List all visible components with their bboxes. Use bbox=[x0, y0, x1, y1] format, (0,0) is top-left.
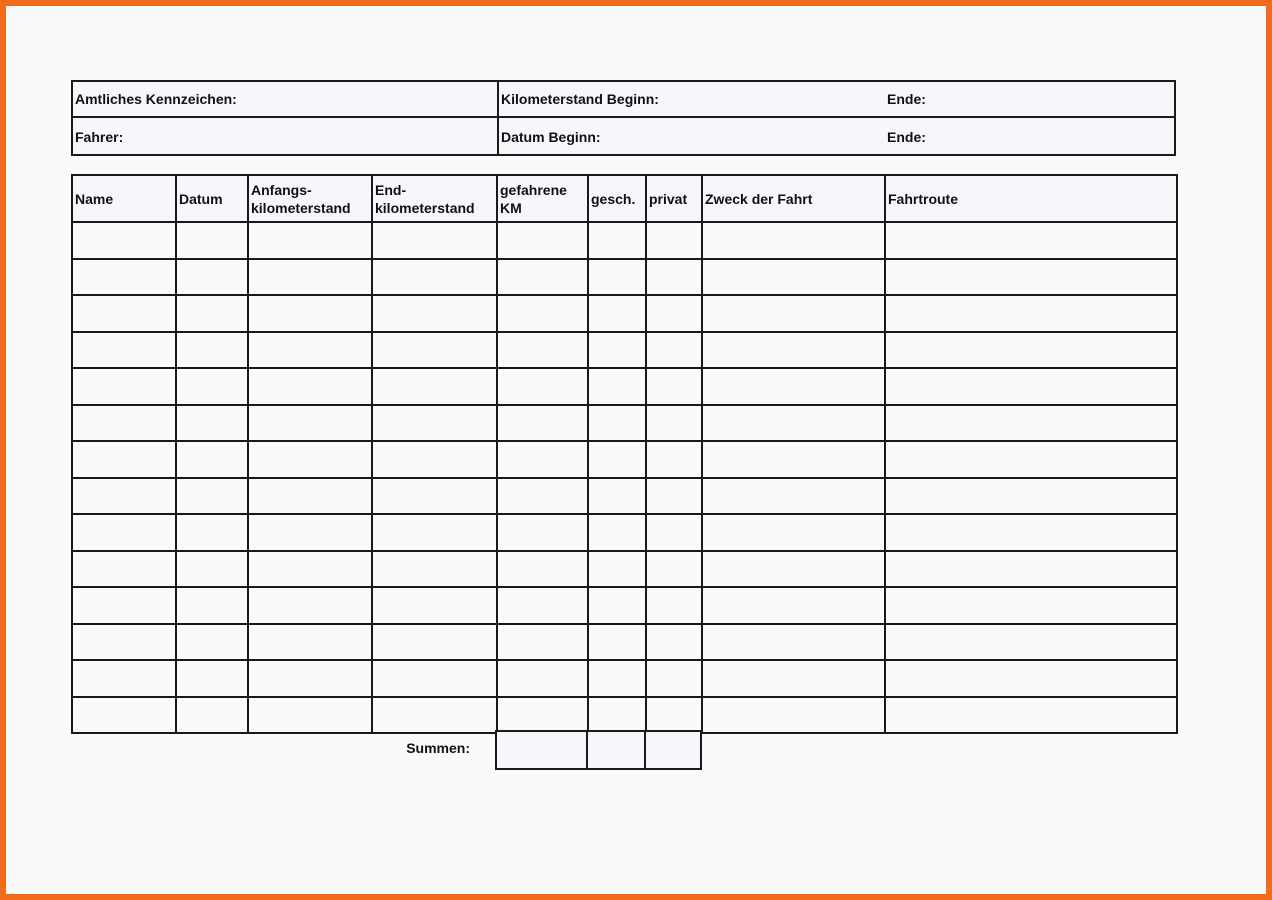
route-cell[interactable] bbox=[885, 295, 1177, 332]
route-cell[interactable] bbox=[885, 332, 1177, 369]
purpose-cell[interactable] bbox=[702, 222, 885, 259]
purpose-cell[interactable] bbox=[702, 368, 885, 405]
column-header-driven-km: gefahrene KM bbox=[497, 175, 588, 222]
name-cell[interactable] bbox=[72, 222, 176, 259]
business-cell[interactable] bbox=[588, 441, 646, 478]
driven-km-cell[interactable] bbox=[497, 624, 588, 661]
table-row bbox=[72, 295, 1177, 332]
business-cell[interactable] bbox=[588, 405, 646, 442]
column-header-purpose: Zweck der Fahrt bbox=[702, 175, 885, 222]
divider bbox=[73, 116, 1174, 118]
divider bbox=[497, 82, 499, 154]
table-row bbox=[72, 405, 1177, 442]
purpose-cell[interactable] bbox=[702, 587, 885, 624]
private-cell[interactable] bbox=[646, 624, 702, 661]
private-cell[interactable] bbox=[646, 478, 702, 515]
end-km-cell[interactable] bbox=[372, 222, 497, 259]
purpose-cell[interactable] bbox=[702, 478, 885, 515]
driven-km-cell[interactable] bbox=[497, 332, 588, 369]
column-header-date: Datum bbox=[176, 175, 248, 222]
business-cell[interactable] bbox=[588, 332, 646, 369]
name-cell[interactable] bbox=[72, 441, 176, 478]
purpose-cell[interactable] bbox=[702, 295, 885, 332]
private-cell[interactable] bbox=[646, 660, 702, 697]
route-cell[interactable] bbox=[885, 551, 1177, 588]
km-start-label: Kilometerstand Beginn: bbox=[501, 91, 659, 107]
name-cell[interactable] bbox=[72, 368, 176, 405]
date-cell[interactable] bbox=[176, 660, 248, 697]
private-cell[interactable] bbox=[646, 222, 702, 259]
start-km-cell[interactable] bbox=[248, 222, 372, 259]
route-cell[interactable] bbox=[885, 368, 1177, 405]
name-cell[interactable] bbox=[72, 332, 176, 369]
driven-km-cell[interactable] bbox=[497, 660, 588, 697]
start-km-cell[interactable] bbox=[248, 624, 372, 661]
start-km-cell[interactable] bbox=[248, 587, 372, 624]
trip-log-table bbox=[71, 174, 1178, 734]
business-cell[interactable] bbox=[588, 624, 646, 661]
business-cell[interactable] bbox=[588, 222, 646, 259]
route-cell[interactable] bbox=[885, 405, 1177, 442]
table-header-row bbox=[72, 175, 1177, 222]
end-km-cell[interactable] bbox=[372, 624, 497, 661]
column-header-business: gesch. bbox=[588, 175, 646, 222]
private-cell[interactable] bbox=[646, 259, 702, 296]
name-cell[interactable] bbox=[72, 478, 176, 515]
purpose-cell[interactable] bbox=[702, 697, 885, 734]
vehicle-info-box bbox=[71, 80, 1176, 156]
column-header-route: Fahrtroute bbox=[885, 175, 1177, 222]
date-cell[interactable] bbox=[176, 587, 248, 624]
date-cell[interactable] bbox=[176, 405, 248, 442]
date-cell[interactable] bbox=[176, 222, 248, 259]
table-row bbox=[72, 222, 1177, 259]
end-km-cell[interactable] bbox=[372, 514, 497, 551]
table-row bbox=[72, 514, 1177, 551]
end-km-cell[interactable] bbox=[372, 660, 497, 697]
end-km-cell[interactable] bbox=[372, 587, 497, 624]
purpose-cell[interactable] bbox=[702, 514, 885, 551]
plate-label: Amtliches Kennzeichen: bbox=[75, 91, 237, 107]
start-km-cell[interactable] bbox=[248, 478, 372, 515]
table-row bbox=[72, 368, 1177, 405]
driven-km-cell[interactable] bbox=[497, 478, 588, 515]
route-cell[interactable] bbox=[885, 624, 1177, 661]
date-cell[interactable] bbox=[176, 514, 248, 551]
table-row bbox=[72, 587, 1177, 624]
private-cell[interactable] bbox=[646, 405, 702, 442]
route-cell[interactable] bbox=[885, 514, 1177, 551]
private-cell[interactable] bbox=[646, 441, 702, 478]
end-km-cell[interactable] bbox=[372, 478, 497, 515]
total-business-cell[interactable] bbox=[587, 731, 645, 769]
table-row bbox=[72, 332, 1177, 369]
end-km-cell[interactable] bbox=[372, 259, 497, 296]
driven-km-cell[interactable] bbox=[497, 587, 588, 624]
table-row bbox=[72, 551, 1177, 588]
private-cell[interactable] bbox=[646, 587, 702, 624]
business-cell[interactable] bbox=[588, 295, 646, 332]
column-header-name: Name bbox=[72, 175, 176, 222]
name-cell[interactable] bbox=[72, 660, 176, 697]
end-km-cell[interactable] bbox=[372, 551, 497, 588]
name-cell[interactable] bbox=[72, 551, 176, 588]
business-cell[interactable] bbox=[588, 259, 646, 296]
start-km-cell[interactable] bbox=[248, 697, 372, 734]
purpose-cell[interactable] bbox=[702, 551, 885, 588]
business-cell[interactable] bbox=[588, 697, 646, 734]
start-km-cell[interactable] bbox=[248, 259, 372, 296]
business-cell[interactable] bbox=[588, 660, 646, 697]
business-cell[interactable] bbox=[588, 587, 646, 624]
date-cell[interactable] bbox=[176, 697, 248, 734]
route-cell[interactable] bbox=[885, 587, 1177, 624]
totals-row bbox=[495, 730, 702, 770]
name-cell[interactable] bbox=[72, 405, 176, 442]
private-cell[interactable] bbox=[646, 697, 702, 734]
date-cell[interactable] bbox=[176, 259, 248, 296]
date-cell[interactable] bbox=[176, 551, 248, 588]
name-cell[interactable] bbox=[72, 697, 176, 734]
start-km-cell[interactable] bbox=[248, 551, 372, 588]
table-row bbox=[72, 697, 1177, 734]
name-cell[interactable] bbox=[72, 587, 176, 624]
purpose-cell[interactable] bbox=[702, 332, 885, 369]
business-cell[interactable] bbox=[588, 478, 646, 515]
start-km-cell[interactable] bbox=[248, 660, 372, 697]
private-cell[interactable] bbox=[646, 514, 702, 551]
column-header-end-km: End- kilometerstand bbox=[372, 175, 497, 222]
purpose-cell[interactable] bbox=[702, 441, 885, 478]
start-km-cell[interactable] bbox=[248, 405, 372, 442]
purpose-cell[interactable] bbox=[702, 660, 885, 697]
date-cell[interactable] bbox=[176, 368, 248, 405]
date-cell[interactable] bbox=[176, 478, 248, 515]
route-cell[interactable] bbox=[885, 697, 1177, 734]
driven-km-cell[interactable] bbox=[497, 295, 588, 332]
end-km-cell[interactable] bbox=[372, 697, 497, 734]
purpose-cell[interactable] bbox=[702, 405, 885, 442]
end-km-cell[interactable] bbox=[372, 441, 497, 478]
driven-km-cell[interactable] bbox=[497, 222, 588, 259]
name-cell[interactable] bbox=[72, 624, 176, 661]
end-km-cell[interactable] bbox=[372, 295, 497, 332]
total-driven-km-cell[interactable] bbox=[496, 731, 587, 769]
start-km-cell[interactable] bbox=[248, 332, 372, 369]
driver-label: Fahrer: bbox=[75, 129, 124, 145]
date-start-label: Datum Beginn: bbox=[501, 129, 601, 145]
name-cell[interactable] bbox=[72, 259, 176, 296]
driven-km-cell[interactable] bbox=[497, 441, 588, 478]
purpose-cell[interactable] bbox=[702, 259, 885, 296]
driven-km-cell[interactable] bbox=[497, 697, 588, 734]
start-km-cell[interactable] bbox=[248, 441, 372, 478]
purpose-cell[interactable] bbox=[702, 624, 885, 661]
date-cell[interactable] bbox=[176, 332, 248, 369]
date-end-label: Ende: bbox=[887, 129, 926, 145]
private-cell[interactable] bbox=[646, 295, 702, 332]
driven-km-cell[interactable] bbox=[497, 368, 588, 405]
route-cell[interactable] bbox=[885, 259, 1177, 296]
table-row bbox=[72, 660, 1177, 697]
end-km-cell[interactable] bbox=[372, 368, 497, 405]
km-end-label: Ende: bbox=[887, 91, 926, 107]
column-header-start-km: Anfangs- kilometerstand bbox=[248, 175, 372, 222]
route-cell[interactable] bbox=[885, 660, 1177, 697]
private-cell[interactable] bbox=[646, 368, 702, 405]
private-cell[interactable] bbox=[646, 551, 702, 588]
start-km-cell[interactable] bbox=[248, 368, 372, 405]
end-km-cell[interactable] bbox=[372, 405, 497, 442]
name-cell[interactable] bbox=[72, 295, 176, 332]
driven-km-cell[interactable] bbox=[497, 514, 588, 551]
start-km-cell[interactable] bbox=[248, 514, 372, 551]
column-header-private: privat bbox=[646, 175, 702, 222]
route-cell[interactable] bbox=[885, 222, 1177, 259]
business-cell[interactable] bbox=[588, 514, 646, 551]
date-cell[interactable] bbox=[176, 624, 248, 661]
driven-km-cell[interactable] bbox=[497, 551, 588, 588]
name-cell[interactable] bbox=[72, 514, 176, 551]
route-cell[interactable] bbox=[885, 478, 1177, 515]
start-km-cell[interactable] bbox=[248, 295, 372, 332]
business-cell[interactable] bbox=[588, 368, 646, 405]
date-cell[interactable] bbox=[176, 441, 248, 478]
table-row bbox=[72, 441, 1177, 478]
driven-km-cell[interactable] bbox=[497, 259, 588, 296]
totals-label: Summen: bbox=[406, 740, 470, 756]
table-row bbox=[72, 259, 1177, 296]
business-cell[interactable] bbox=[588, 551, 646, 588]
driven-km-cell[interactable] bbox=[497, 405, 588, 442]
table-row bbox=[72, 624, 1177, 661]
date-cell[interactable] bbox=[176, 295, 248, 332]
route-cell[interactable] bbox=[885, 441, 1177, 478]
private-cell[interactable] bbox=[646, 332, 702, 369]
table-row bbox=[72, 478, 1177, 515]
total-private-cell[interactable] bbox=[645, 731, 701, 769]
end-km-cell[interactable] bbox=[372, 332, 497, 369]
